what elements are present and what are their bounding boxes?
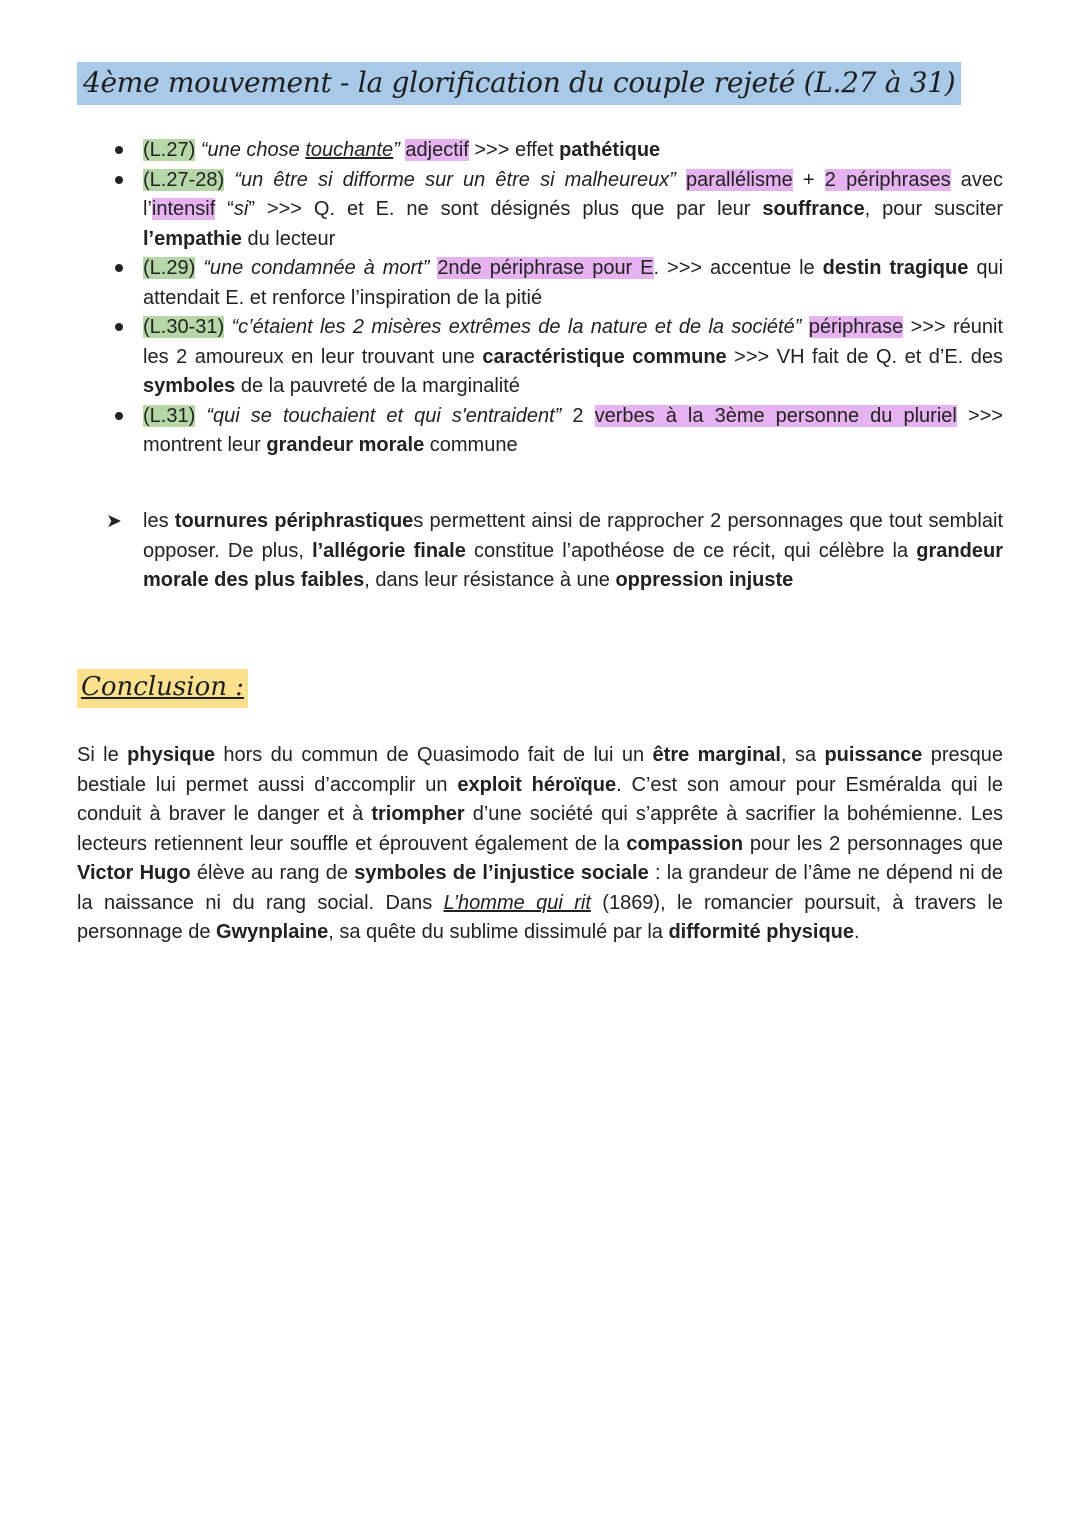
synthesis-point <box>106 507 1003 596</box>
synthesis-text: les tournures périphrastiques permettent ainsi de rapprocher 2 personnages que tout semblait opposer. De plus, l’allégorie finale constitue l’apothéose de ce récit, qui célèbre la grandeur morale des plus faibles, dans leur résistance à une oppression injuste <box>143 510 1003 591</box>
line-reference-highlight: (L.27) <box>143 139 196 161</box>
arrow-bullet-icon: ➤ <box>106 511 122 532</box>
figure-of-speech-highlight: adjectif <box>405 139 469 161</box>
figure-of-speech-highlight: verbes à la 3ème personne du pluriel <box>594 404 957 427</box>
conclusion-paragraph: Si le physique hors du commun de Quasimodo fait de lui un être marginal, sa puissance presque bestiale lui permet aussi d’accomplir un exploit héroïque. C’est son amour pour Esméralda qui le conduit à braver le danger et à triompher d’une société qui s’apprête à sacrifier la bohémienne. Les lecteurs retiennent leur souffle et éprouvent également de la compassion pour les 2 personnages que Victor Hugo élève au rang de symboles de l’injustice sociale : la grandeur de l’âme ne dépend ni de la naissance ni du rang social. Dans L’homme qui rit (1869), le romancier poursuit, à travers le personnage de Gwynplaine, sa quête du sublime dissimulé par la difformité physique. <box>77 744 1004 943</box>
bullet-item: (L.30-31) “c’étaient les 2 misères extrêmes de la nature et de la société” périphrase >>> réunit les 2 amoureux en leur trouvant une caractéristique commune >>> VH fait de Q. et d’E. des symboles de la pauvreté de la marginalité <box>115 313 1003 402</box>
line-reference-highlight: (L.30-31) <box>143 316 225 338</box>
figure-of-speech-highlight: 2 périphrases <box>824 168 951 191</box>
conclusion-heading: Conclusion : <box>77 669 248 708</box>
figure-of-speech-highlight: intensif <box>151 198 216 220</box>
bullet-item: (L.29) “une condamnée à mort” 2nde périphrase pour E. >>> accentue le destin tragique qui attendait E. et renforce l’inspiration de la pitié <box>115 254 1003 313</box>
figure-of-speech-highlight: 2nde périphrase pour E <box>437 257 654 279</box>
analysis-bullet-list <box>115 136 1003 461</box>
line-reference-highlight: (L.27-28) <box>143 168 225 191</box>
line-reference-highlight: (L.31) <box>143 404 196 427</box>
bullet-item: (L.31) “qui se touchaient et qui s'entraident” 2 verbes à la 3ème personne du pluriel >>> montrent leur grandeur morale commune <box>115 402 1003 461</box>
line-reference-highlight: (L.29) <box>143 257 196 279</box>
bullet-item: (L.27-28) “un être si difforme sur un être si malheureux” parallélisme + 2 périphrases avec l’intensif “si” >>> Q. et E. ne sont désignés plus que par leur souffrance, pour susciter l’empathie du lecteur <box>115 166 1003 255</box>
figure-of-speech-highlight: parallélisme <box>686 168 793 191</box>
bullet-item: (L.27) “une chose touchante” adjectif >>> effet pathétique <box>115 136 1003 166</box>
section-heading: 4ème mouvement - la glorification du couple rejeté (L.27 à 31) <box>77 62 961 105</box>
figure-of-speech-highlight: périphrase <box>808 316 904 338</box>
